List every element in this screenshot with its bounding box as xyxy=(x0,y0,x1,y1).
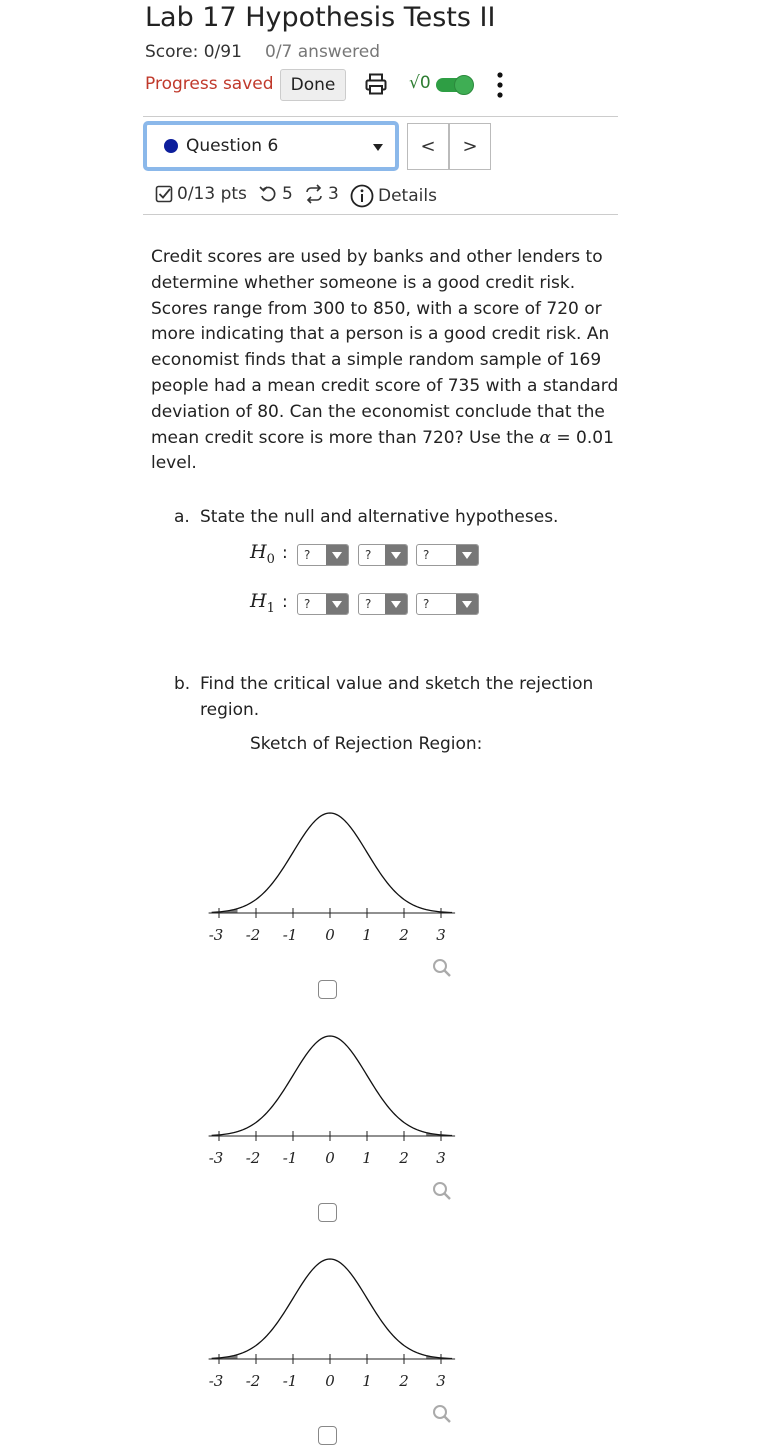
x-tick-label: 2 xyxy=(399,1149,409,1167)
print-icon[interactable] xyxy=(364,72,388,96)
right-tail-option-checkbox[interactable] xyxy=(318,1203,337,1222)
repeat-icon xyxy=(304,184,324,204)
question-status-dot xyxy=(164,139,178,153)
math-keyboard-toggle[interactable] xyxy=(436,78,472,92)
x-tick-label: -1 xyxy=(282,1372,298,1390)
x-tick-label: 1 xyxy=(362,926,372,944)
question-select[interactable] xyxy=(143,121,399,171)
details-link[interactable] xyxy=(350,184,437,208)
h0-label xyxy=(250,541,275,567)
normal-curve xyxy=(212,813,453,913)
question-body-end: = 0.01 level. xyxy=(151,427,614,474)
h0-symbol: H xyxy=(250,541,267,563)
x-tick-label: 0 xyxy=(325,1149,335,1167)
x-tick-label: -1 xyxy=(282,926,298,944)
alpha-symbol: α xyxy=(539,427,551,448)
chevron-down-icon xyxy=(326,594,348,614)
chevron-down-icon xyxy=(456,545,478,565)
rejection-plot-right-tail xyxy=(200,1023,460,1183)
x-tick-label: -2 xyxy=(245,1372,261,1390)
dropdown-value: ? xyxy=(365,597,372,611)
dropdown-value: ? xyxy=(365,548,372,562)
part-b-text-line2: region. xyxy=(200,700,260,720)
two-tail-option-checkbox[interactable] xyxy=(318,1426,337,1445)
h0-value-dropdown[interactable] xyxy=(416,544,479,566)
x-tick-label: 2 xyxy=(399,926,409,944)
x-tick-label: 3 xyxy=(436,1372,446,1390)
question-text xyxy=(151,245,621,477)
zoom-icon[interactable] xyxy=(431,1403,453,1425)
divider xyxy=(143,214,618,215)
h1-colon: : xyxy=(282,592,288,612)
h1-subscript: 1 xyxy=(266,600,275,616)
x-tick-label: 3 xyxy=(436,926,446,944)
x-tick-label: -2 xyxy=(245,926,261,944)
h0-colon: : xyxy=(282,543,288,563)
progress-status: Progress saved xyxy=(145,74,274,94)
zoom-icon[interactable] xyxy=(431,957,453,979)
x-tick-label: 1 xyxy=(362,1149,372,1167)
h1-value-dropdown[interactable] xyxy=(416,593,479,615)
x-tick-label: 0 xyxy=(325,1372,335,1390)
next-question-button[interactable]: > xyxy=(449,123,491,170)
chevron-down-icon xyxy=(385,594,407,614)
retry-icon xyxy=(258,184,278,204)
zoom-icon[interactable] xyxy=(431,1180,453,1202)
retries-count: 5 xyxy=(282,184,293,204)
normal-curve xyxy=(212,1259,453,1359)
h1-relation-dropdown[interactable] xyxy=(358,593,408,615)
h1-parameter-dropdown[interactable] xyxy=(297,593,349,615)
info-icon xyxy=(350,184,374,208)
h1-symbol: H xyxy=(250,590,267,612)
chevron-down-icon xyxy=(385,545,407,565)
chevron-down-icon xyxy=(373,144,383,151)
part-a-label: a. xyxy=(174,507,190,527)
chevron-down-icon xyxy=(326,545,348,565)
score-text: Score: 0/91 xyxy=(145,42,242,62)
dropdown-value: ? xyxy=(423,597,430,611)
x-tick-label: -3 xyxy=(208,926,224,944)
h0-parameter-dropdown[interactable] xyxy=(297,544,349,566)
x-tick-label: 3 xyxy=(436,1149,446,1167)
page-title: Lab 17 Hypothesis Tests II xyxy=(145,2,496,33)
h1-label xyxy=(250,590,275,616)
sketch-title: Sketch of Rejection Region: xyxy=(250,734,483,754)
rejection-plot-two-tail xyxy=(200,1246,460,1406)
chevron-down-icon xyxy=(456,594,478,614)
dropdown-value: ? xyxy=(304,548,311,562)
x-tick-label: 2 xyxy=(399,1372,409,1390)
h0-subscript: 0 xyxy=(266,551,275,567)
divider xyxy=(143,116,618,117)
retries-info xyxy=(258,184,293,204)
dropdown-value: ? xyxy=(423,548,430,562)
math-keyboard-label: √0 xyxy=(409,73,431,93)
question-select-label: Question 6 xyxy=(186,136,279,156)
details-label: Details xyxy=(378,186,437,206)
normal-curve xyxy=(212,1036,453,1136)
dropdown-value: ? xyxy=(304,597,311,611)
points-info xyxy=(155,184,247,204)
part-a-text: State the null and alternative hypotheses. xyxy=(200,507,559,527)
done-button[interactable]: Done xyxy=(280,69,346,101)
x-tick-label: -1 xyxy=(282,1149,298,1167)
part-b-label: b. xyxy=(174,674,191,694)
answered-count: 0/7 answered xyxy=(265,42,381,62)
left-tail-option-checkbox[interactable] xyxy=(318,980,337,999)
part-b-text-line1: Find the critical value and sketch the rejection xyxy=(200,674,594,694)
rejection-plot-left-tail xyxy=(200,800,460,960)
previous-question-button[interactable]: < xyxy=(407,123,449,170)
x-tick-label: 1 xyxy=(362,1372,372,1390)
more-options-icon[interactable] xyxy=(490,70,510,100)
x-tick-label: 0 xyxy=(325,926,335,944)
checkbox-icon xyxy=(155,185,173,203)
h0-relation-dropdown[interactable] xyxy=(358,544,408,566)
x-tick-label: -3 xyxy=(208,1372,224,1390)
question-body: Credit scores are used by banks and other lenders to determine whether someone is a good credit risk. Scores range from 300 to 850, with a score of 720 or more indicating that a person is a good credit risk. An economist finds that a simple random sample of 169 people had a mean credit score of 735 with a standard deviation of 80. Can the economist conclude that the mean credit score is more than 720? Use the xyxy=(151,247,619,448)
attempts-count: 3 xyxy=(328,184,339,204)
x-tick-label: -3 xyxy=(208,1149,224,1167)
points-text: 0/13 pts xyxy=(177,184,247,204)
attempts-info xyxy=(304,184,339,204)
x-tick-label: -2 xyxy=(245,1149,261,1167)
